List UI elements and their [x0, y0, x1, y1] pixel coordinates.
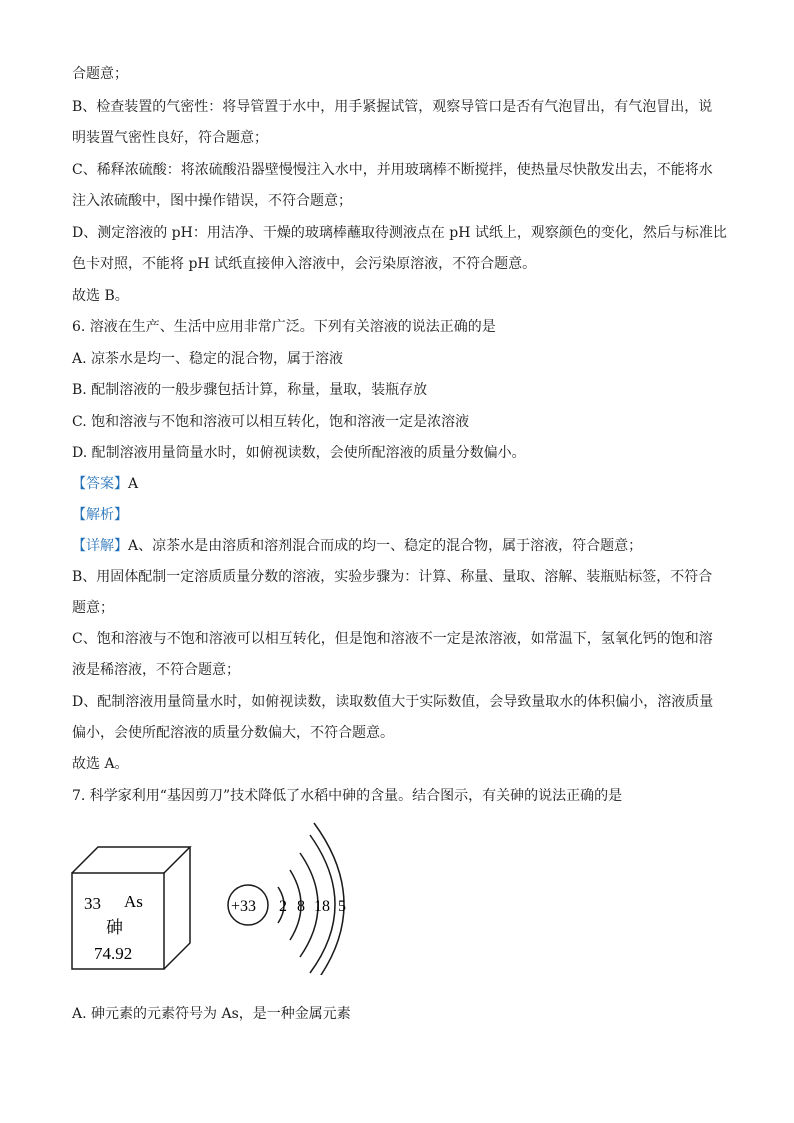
text-line: 液是稀溶液，不符合题意；	[72, 662, 240, 678]
element-name: 砷	[106, 918, 123, 938]
answer-line	[72, 474, 138, 494]
question-7-option-a: A. 砷元素的元素符号为 As，是一种金属元素	[72, 1006, 351, 1022]
nucleus-charge: +33	[231, 898, 257, 915]
text-line: B、用固体配制一定溶质质量分数的溶液，实验步骤为：计算、称量、量取、溶解、装瓶贴标签，不符合	[72, 569, 713, 585]
shell-count-2: 8	[297, 898, 305, 915]
option-d: D. 配制溶液用量筒量水时，如俯视读数，会使所配溶液的质量分数偏小。	[72, 445, 526, 461]
atomic-number: 33	[84, 894, 101, 913]
detail-tag: 【详解】	[72, 538, 128, 554]
question-7-stem: 7. 科学家利用“基因剪刀”技术降低了水稻中砷的含量。结合图示，有关砷的说法正确的是	[72, 788, 623, 804]
question-6-stem: 6. 溶液在生产、生活中应用非常广泛。下列有关溶液的说法正确的是	[72, 319, 496, 335]
text-line: 偏小，会使所配溶液的质量分数偏大，不符合题意。	[72, 725, 394, 741]
text-line: 色卡对照，不能将 pH 试纸直接伸入溶液中，会污染原溶液，不符合题意。	[72, 256, 537, 272]
arsenic-figure	[68, 815, 368, 975]
text-line: 合题意；	[72, 66, 128, 82]
shell-count-1: 2	[279, 898, 287, 915]
electron-shells	[278, 823, 344, 975]
option-c: C. 饱和溶液与不饱和溶液可以相互转化，饱和溶液一定是浓溶液	[72, 414, 470, 430]
option-a: A. 凉茶水是均一、稳定的混合物，属于溶液	[72, 351, 344, 367]
text-line: 注入浓硫酸中，图中操作错误，不符合题意；	[72, 193, 352, 209]
text-line: 故选 A。	[72, 756, 129, 772]
text-line: C、饱和溶液与不饱和溶液可以相互转化，但是饱和溶液不一定是浓溶液，如常温下，氢氧化钙的饱和溶	[72, 631, 713, 647]
detail-line	[72, 536, 642, 556]
text-line: 明装置气密性良好，符合题意；	[72, 130, 268, 146]
arsenic-diagram	[68, 815, 368, 975]
option-b: B. 配制溶液的一般步骤包括计算，称量，量取，装瓶存放	[72, 382, 428, 398]
analysis-tag: 【解析】	[72, 507, 128, 523]
text-line: D、测定溶液的 pH：用洁净、干燥的玻璃棒蘸取待测液点在 pH 试纸上，观察颜色的变化，然后与标准比	[72, 225, 727, 241]
answer-value: A	[128, 476, 139, 492]
shell-count-3: 18	[314, 898, 330, 915]
text-line: 题意；	[72, 600, 114, 616]
atomic-mass: 74.92	[94, 944, 133, 963]
element-symbol: As	[124, 892, 143, 911]
shell-count-4: 5	[338, 898, 346, 915]
detail-text: A、凉茶水是由溶质和溶剂混合而成的均一、稳定的混合物，属于溶液，符合题意；	[128, 538, 643, 554]
text-line: C、稀释浓硫酸：将浓硫酸沿器壁慢慢注入水中，并用玻璃棒不断搅拌，使热量尽快散发出去，不能将水	[72, 162, 713, 178]
text-line: 故选 B。	[72, 288, 129, 304]
analysis-line	[72, 505, 128, 525]
text-line: D、配制溶液用量筒量水时，如俯视读数，读取数值大于实际数值，会导致量取水的体积偏小，溶液质量	[72, 694, 714, 710]
answer-tag: 【答案】	[72, 476, 128, 492]
text-line: B、检查装置的气密性：将导管置于水中，用手紧握试管，观察导管口是否有气泡冒出，有气泡冒出，说	[72, 99, 713, 115]
